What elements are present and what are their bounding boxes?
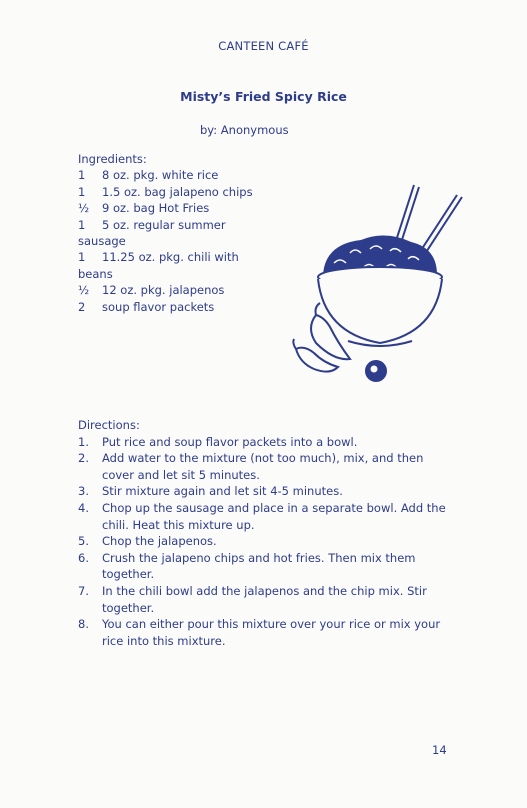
direction-step [78, 583, 458, 616]
ingredients-heading: Ingredients: [78, 152, 147, 166]
direction-step-number: 4. [78, 500, 89, 515]
ingredient-item [78, 217, 278, 233]
direction-step-text: Stir mixture again and let sit 4-5 minutes. [102, 484, 343, 499]
ingredient-qty: 1 [78, 217, 86, 232]
direction-step [78, 483, 458, 500]
ingredient-text: 8 oz. pkg. white rice [102, 168, 219, 183]
direction-step [78, 533, 458, 550]
direction-step-text: Put rice and soup flavor packets into a bowl. [102, 434, 358, 449]
direction-step-number: 5. [78, 534, 89, 549]
direction-step-number: 2. [78, 451, 89, 466]
ingredient-qty: 1 [78, 168, 86, 183]
ingredient-text: 5 oz. regular summer [102, 217, 226, 232]
direction-step [78, 616, 458, 649]
ingredient-text: 9 oz. bag Hot Fries [102, 201, 210, 216]
direction-step-number: 6. [78, 550, 89, 565]
direction-step-number: 1. [78, 434, 89, 449]
ingredient-item [78, 282, 278, 298]
directions-heading: Directions: [78, 418, 140, 432]
ingredient-qty: ½ [78, 201, 90, 216]
direction-step [78, 500, 458, 533]
rice-bowl-illustration [286, 183, 466, 393]
ingredient-item [78, 167, 278, 183]
ingredient-item [78, 299, 278, 315]
ingredients-list [78, 167, 278, 315]
ingredient-item [78, 249, 278, 265]
direction-step [78, 434, 458, 451]
direction-step-number: 3. [78, 484, 89, 499]
ingredient-text: 11.25 oz. pkg. chili with [102, 250, 239, 265]
recipe-title: Misty’s Fried Spicy Rice [180, 89, 347, 104]
direction-step-text: Crush the jalapeno chips and hot fries. Then mix them together. [102, 550, 416, 582]
ingredient-qty: 1 [78, 184, 86, 199]
ingredient-item [78, 184, 278, 200]
direction-step-number: 7. [78, 583, 89, 598]
ingredient-continuation: sausage [78, 234, 126, 249]
direction-step-text: In the chili bowl add the jalapenos and the chip mix. Stir together. [102, 583, 427, 615]
direction-step-number: 8. [78, 617, 89, 632]
direction-step-text: Add water to the mixture (not too much), mix, and then cover and let sit 5 minutes. [102, 451, 424, 482]
ingredients-section [78, 151, 278, 315]
direction-step [78, 450, 458, 483]
ingredient-item [78, 200, 278, 216]
page-number: 14 [432, 743, 447, 757]
directions-section [78, 417, 458, 649]
recipe-byline: by: Anonymous [200, 123, 289, 137]
ingredient-qty: 2 [78, 299, 86, 314]
direction-step [78, 550, 458, 583]
ingredient-text: 12 oz. pkg. jalapenos [102, 283, 225, 298]
ingredient-qty: ½ [78, 283, 90, 298]
ingredient-continuation: beans [78, 266, 113, 281]
bowl-of-rice-with-chopsticks-and-peppers-icon [286, 183, 466, 393]
direction-step-text: Chop the jalapenos. [102, 534, 217, 549]
directions-list [78, 434, 458, 650]
direction-step-text: You can either pour this mixture over your rice or mix your rice into this mixture. [102, 617, 441, 648]
ingredient-text: soup flavor packets [102, 299, 215, 314]
direction-step-text: Chop up the sausage and place in a separate bowl. Add the chili. Heat this mixture up. [102, 500, 446, 532]
ingredient-qty: 1 [78, 250, 86, 265]
page-header: CANTEEN CAFÉ [218, 39, 309, 53]
ingredient-text: 1.5 oz. bag jalapeno chips [102, 184, 253, 199]
